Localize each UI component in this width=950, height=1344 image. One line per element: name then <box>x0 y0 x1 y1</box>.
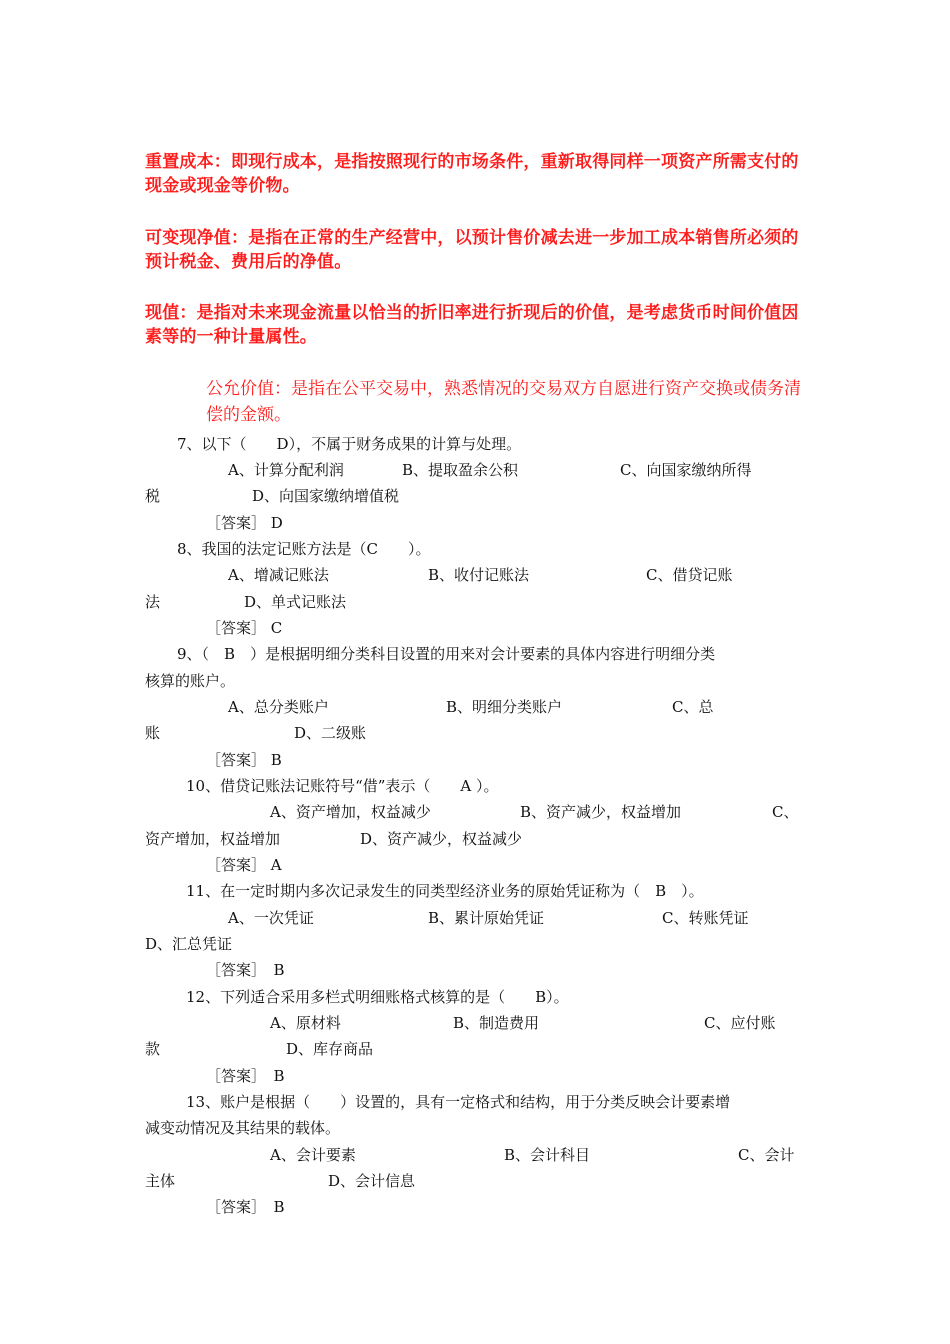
question-11-options-cont <box>0 931 950 957</box>
option-d: D、单式记账法 <box>244 593 347 611</box>
option-b: B、提取盈余公积 <box>402 461 519 479</box>
question-8-stem: 8、我国的法定记账方法是（C ）。 <box>177 540 431 558</box>
option-b: B、资产减少，权益增加 <box>520 803 682 821</box>
option-b: B、会计科目 <box>504 1146 591 1164</box>
question-12-stem: 12、下列适合采用多栏式明细账格式核算的是（ B）。 <box>186 988 569 1006</box>
option-d: D、二级账 <box>294 724 367 742</box>
option-b: B、累计原始凭证 <box>428 909 545 927</box>
option-b: B、制造费用 <box>453 1014 540 1032</box>
definition-net-realizable-value: 可变现净值：是指在正常的生产经营中，以预计售价减去进一步加工成本销售所必须的预计税金、费用后的净值。 <box>145 228 799 272</box>
question-9-stem-cont: 核算的账户。 <box>145 672 236 690</box>
option-a: A、总分类账户 <box>228 698 329 716</box>
option-c: C、 <box>772 803 799 821</box>
question-8-answer: ［答案］ C <box>206 619 283 637</box>
question-11-answer: ［答案］ B <box>206 961 285 979</box>
option-d: D、向国家缴纳增值税 <box>252 487 400 505</box>
question-13-answer: ［答案］ B <box>206 1198 285 1216</box>
question-12-answer: ［答案］ B <box>206 1067 285 1085</box>
definition-fair-value: 公允价值：是指在公平交易中，熟悉情况的交易双方自愿进行资产交换或债务清偿的金额。 <box>206 379 801 425</box>
option-b: B、明细分类账户 <box>446 698 563 716</box>
option-a: A、资产增加，权益减少 <box>270 803 431 821</box>
question-10-stem: 10、借贷记账法记账符号“借”表示（ A ）。 <box>186 777 499 795</box>
option-d: D、库存商品 <box>286 1040 374 1058</box>
question-13-stem-cont: 减变动情况及其结果的载体。 <box>145 1119 341 1137</box>
option-a: A、增减记账法 <box>228 566 329 584</box>
question-13-options <box>0 1142 950 1168</box>
option-b: B、收付记账法 <box>428 566 530 584</box>
question-9-options <box>0 694 950 720</box>
question-11-options <box>0 905 950 931</box>
option-c: C、总 <box>672 698 714 716</box>
question-10-options-cont: 资产增加，权益增加 D、资产减少，权益减少 <box>0 826 950 852</box>
option-a: A、原材料 <box>270 1014 341 1032</box>
option-c: C、应付账 <box>704 1014 776 1032</box>
option-c: C、转账凭证 <box>662 909 749 927</box>
option-d: D、会计信息 <box>328 1172 416 1190</box>
question-8-options <box>0 562 950 588</box>
question-12-options <box>0 1010 950 1036</box>
option-c: C、借贷记账 <box>646 566 733 584</box>
question-9-answer: ［答案］ B <box>206 751 282 769</box>
option-a: A、一次凭证 <box>228 909 314 927</box>
question-13-options-cont: 主体 D、会计信息 <box>0 1168 950 1194</box>
question-10-answer: ［答案］ A <box>206 856 282 874</box>
question-9-options-cont: 账 D、二级账 <box>0 720 950 746</box>
question-13-stem: 13、账户是根据（ ）设置的，具有一定格式和结构，用于分类反映会计要素增 <box>186 1093 731 1111</box>
question-12-options-cont: 款 D、库存商品 <box>0 1036 950 1062</box>
definition-replacement-cost: 重置成本：即现行成本，是指按照现行的市场条件，重新取得同样一项资产所需支付的现金或现金等价物。 <box>145 152 799 196</box>
question-9-stem: 9、（ B ）是根据明细分类科目设置的用来对会计要素的具体内容进行明细分类 <box>177 645 716 663</box>
question-7-options-cont: 税 D、向国家缴纳增值税 <box>0 483 950 509</box>
question-10-options <box>0 799 950 825</box>
option-d: D、汇总凭证 <box>145 935 233 953</box>
definition-present-value: 现值：是指对未来现金流量以恰当的折旧率进行折现后的价值，是考虑货币时间价值因素等的一种计量属性。 <box>145 303 799 347</box>
question-7-answer: ［答案］ D <box>206 514 283 532</box>
option-a: A、计算分配利润 <box>228 461 344 479</box>
option-c: C、向国家缴纳所得 <box>620 461 752 479</box>
question-8-options-cont: 法 D、单式记账法 <box>0 589 950 615</box>
question-7-options <box>0 457 950 483</box>
option-d: D、资产减少，权益减少 <box>360 830 523 848</box>
question-11-stem: 11、在一定时期内多次记录发生的同类型经济业务的原始凭证称为（ B ）。 <box>186 882 704 900</box>
option-a: A、会计要素 <box>270 1146 356 1164</box>
question-7-stem: 7、以下（ D），不属于财务成果的计算与处理。 <box>177 435 522 453</box>
option-c: C、会计 <box>738 1146 795 1164</box>
